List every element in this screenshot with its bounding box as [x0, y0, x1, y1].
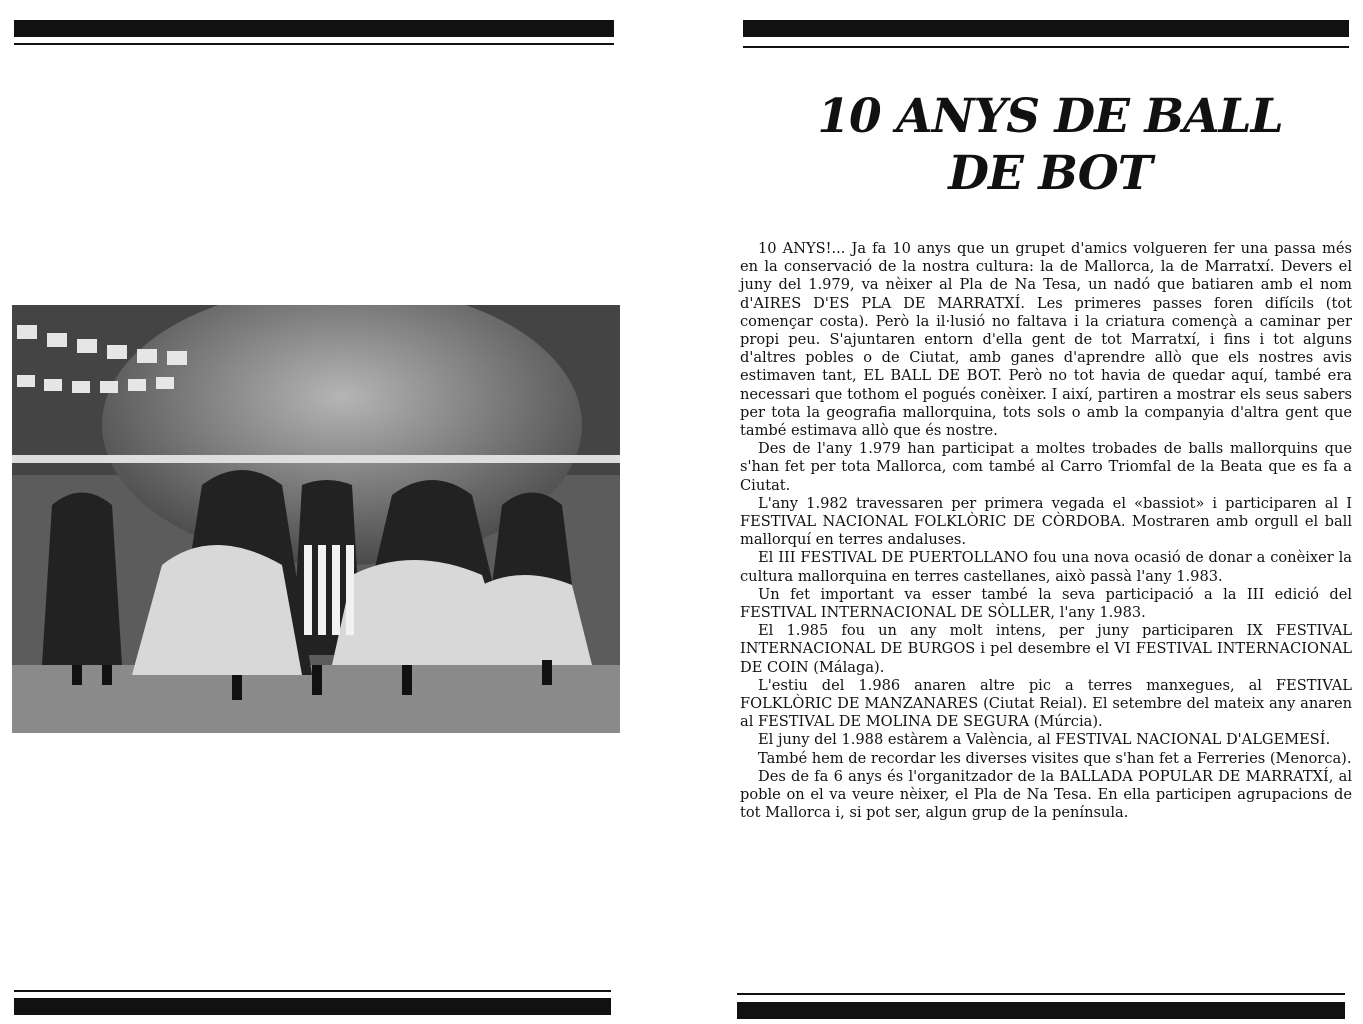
article-title-line-1: 10 ANYS DE BALL [817, 89, 1283, 144]
bottom-rule-thin-right [737, 993, 1345, 995]
paragraph: El 1.985 fou un any molt intens, per juny participaren IX FESTIVAL INTERNACIONAL DE BURGOS i pel desembre el VI FESTIVAL INTERNACIONAL DE COIN (Málaga). [740, 622, 1352, 676]
bottom-rule-thick-right [737, 1002, 1345, 1019]
paragraph: 10 ANYS!... Ja fa 10 anys que un grupet d'amics volgueren fer una passa més en la conservació de la nostra cultura: la de Mallorca, la de Marratxí. Devers el juny del 1.979, va nèixer al Pla de Na Tesa, un nadó que batiaren amb el nom d'AIRES D'ES PLA DE MARRATXÍ. Les primeres passes foren difícils (tot començar costa). Però la il·lusió no faltava i la criatura començà a caminar per propi peu. S'ajuntaren entorn d'ella gent de tot Marratxí, i fins i tot alguns d'altres pobles o de Ciutat, amb ganes d'aprendre allò que els nostres avis estimaven tant, EL BALL DE BOT. Però no tot havia de quedar aquí, també era necessari que tothom el pogués conèixer. I així, partiren a mostrar els seus sabers per tota la geografia mallorquina, tots sols o amb la companyia d'altra gent que també estimava allò que és nostre. [740, 240, 1352, 440]
top-rule-thick-left [14, 20, 614, 37]
article-title-line-2: DE BOT [948, 146, 1152, 201]
bottom-rule-thick-left [14, 998, 611, 1015]
top-rule-thin-left [14, 43, 614, 45]
paragraph: Des de fa 6 anys és l'organitzador de la BALLADA POPULAR DE MARRATXÍ, al poble on el va veure nèixer, el Pla de Na Tesa. En ella participen agrupacions de tot Mallorca i, si pot ser, algun grup de la península. [740, 767, 1352, 822]
paragraph: Un fet important va esser també la seva participació a la III edició del FESTIVAL INTERNACIONAL DE SÒLLER, l'any 1.983. [740, 585, 1352, 622]
top-rule-thick-right [743, 20, 1349, 37]
top-rule-thin-right [743, 46, 1349, 48]
article-body [740, 240, 1352, 823]
paragraph: El III FESTIVAL DE PUERTOLLANO fou una nova ocasió de donar a conèixer la cultura mallorquina en terres castellanes, això passà l'any 1.983. [740, 549, 1352, 585]
paragraph: Des de l'any 1.979 han participat a moltes trobades de balls mallorquins que s'han fet per tota Mallorca, com també al Carro Triomfal de la Beata que es fa a Ciutat. [740, 440, 1352, 494]
bottom-rule-thin-left [14, 990, 611, 992]
folk-dance-photo [12, 305, 620, 733]
article-title [760, 88, 1340, 202]
paragraph: També hem de recordar les diverses visites que s'han fet a Ferreries (Menorca). [758, 749, 1352, 767]
paragraph: El juny del 1.988 estàrem a València, al FESTIVAL NACIONAL D'ALGEMESÍ. [758, 731, 1331, 749]
paragraph: L'any 1.982 travessaren per primera vegada el «bassiot» i participaren al I FESTIVAL NACIONAL FOLKLÒRIC DE CÒRDOBA. Mostraren amb orgull el ball mallorquí en terres andaluses. [740, 494, 1352, 549]
paragraph: L'estiu del 1.986 anaren altre pic a terres manxegues, al FESTIVAL FOLKLÒRIC DE MANZANARES (Ciutat Reial). El setembre del mateix any anaren al FESTIVAL DE MOLINA DE SEGURA (Múrcia). [740, 676, 1352, 731]
